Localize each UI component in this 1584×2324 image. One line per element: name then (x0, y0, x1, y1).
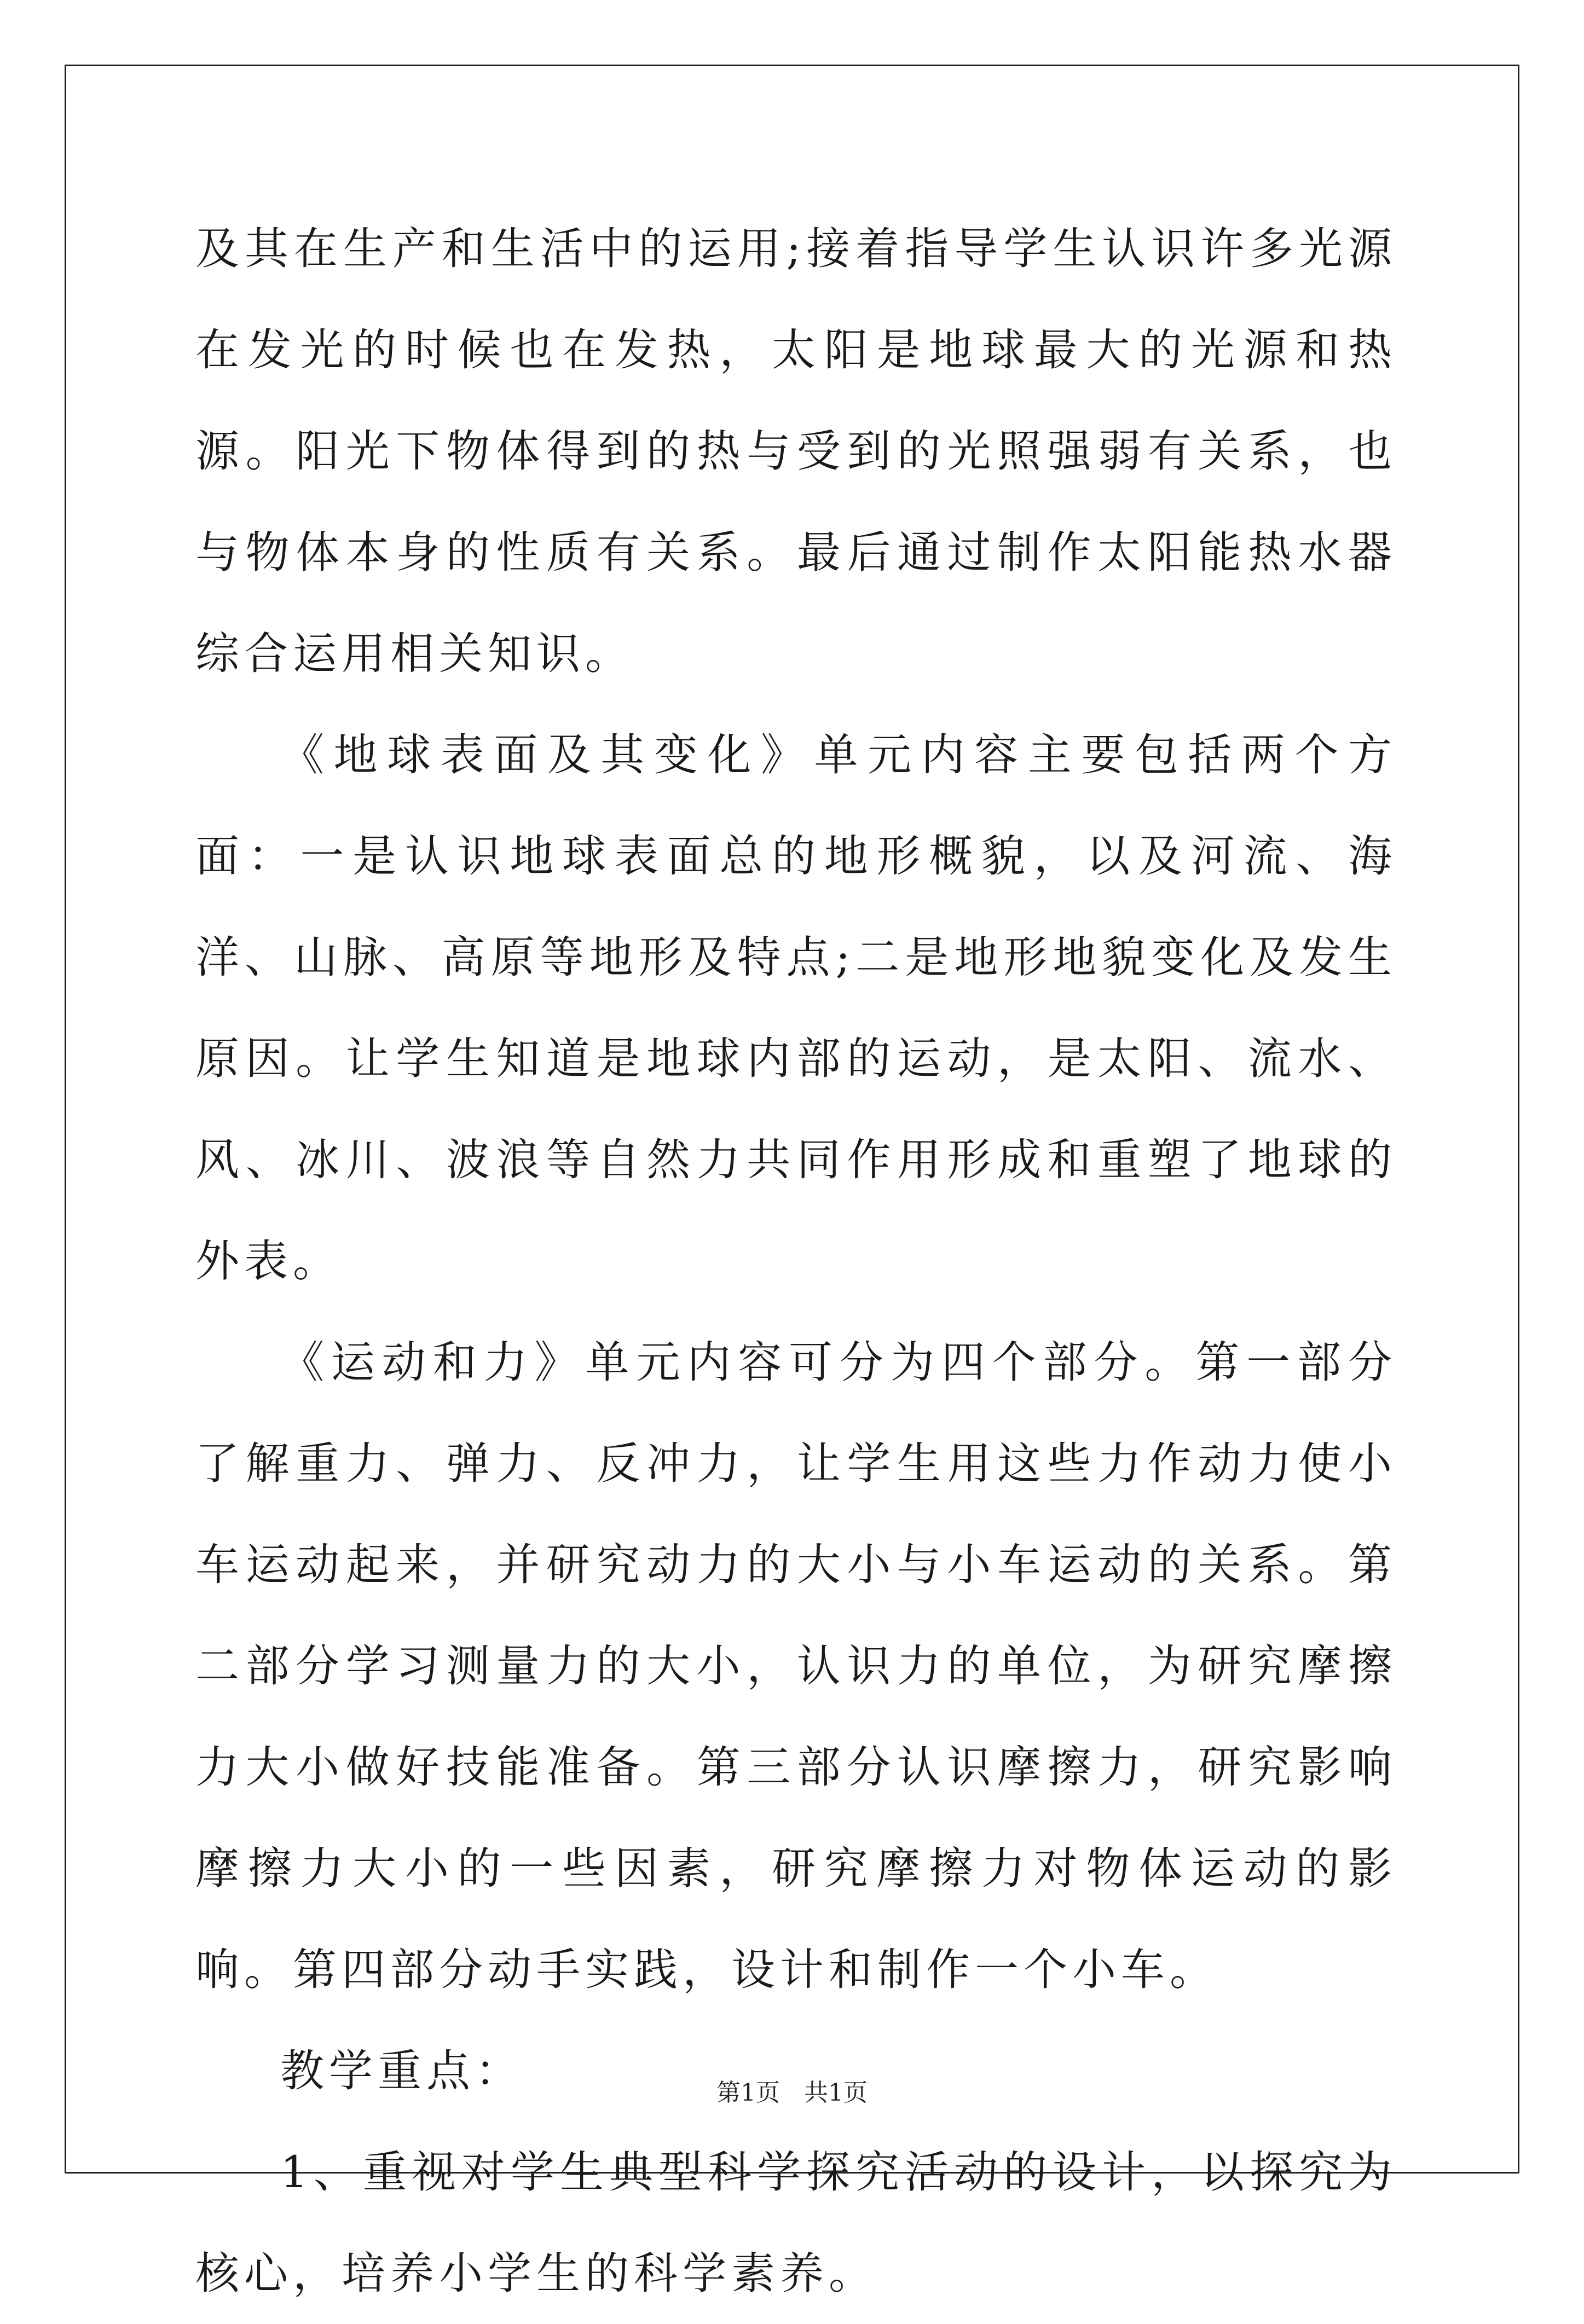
page-number-footer: 第1页 共1页 (716, 2079, 868, 2107)
document-body (195, 198, 1397, 2324)
paragraph-solar-energy: 及其在生产和生活中的运用;接着指导学生认识许多光源在发光的时候也在发热，太阳是地球最大的光源和热源。阳光下物体得到的热与受到的光照强弱有关系，也与物体本身的性质有关系。最后通过制作太阳能热水器综合运用相关知识。 (195, 223, 1397, 679)
section-heading-teaching-focus: 教学重点： (280, 2045, 524, 2096)
paragraph-earth-surface: 《地球表面及其变化》单元内容主要包括两个方面：一是认识地球表面总的地形概貌，以及河流、海洋、山脉、高原等地形及特点;二是地形地貌变化及发生原因。让学生知道是地球内部的运动，是太阳、流水、风、冰川、波浪等自然力共同作用形成和重塑了地球的外表。 (195, 729, 1397, 1286)
paragraph-focus-item-1: 1、重视对学生典型科学探究活动的设计，以探究为核心，培养小学生的科学素养。 (195, 2147, 1397, 2299)
paragraph-motion-force: 《运动和力》单元内容可分为四个部分。第一部分了解重力、弹力、反冲力，让学生用这些力作动力使小车运动起来，并研究动力的大小与小车运动的关系。第二部分学习测量力的大小，认识力的单位，为研究摩擦力大小做好技能准备。第三部分认识摩擦力，研究影响摩擦力大小的一些因素，研究摩擦力对物体运动的影响。第四部分动手实践，设计和制作一个小车。 (195, 1337, 1397, 1995)
